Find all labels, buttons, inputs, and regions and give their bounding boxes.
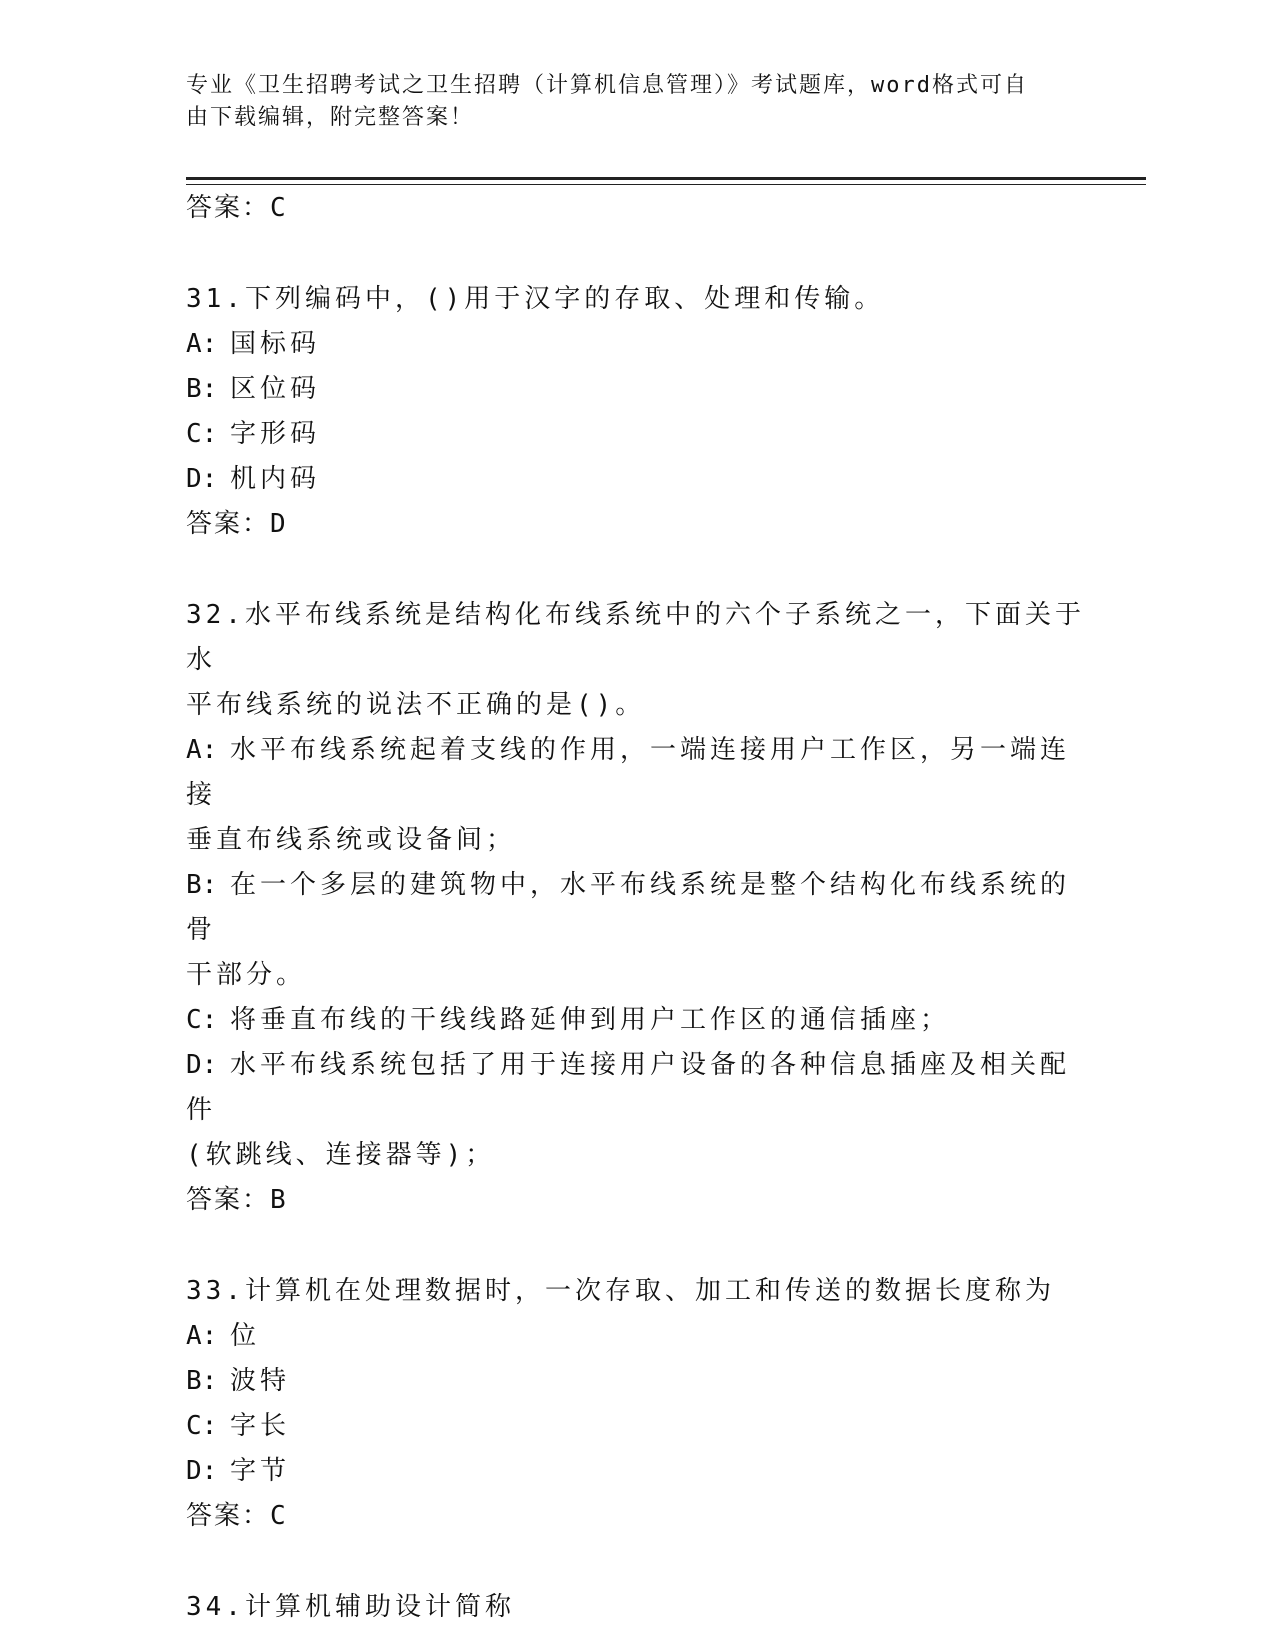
question-text: 32.水平布线系统是结构化布线系统中的六个子系统之一，下面关于水	[186, 600, 1085, 675]
option-label: B:	[186, 1366, 218, 1396]
option-text: 字节	[230, 1456, 291, 1486]
option-label: D:	[186, 1456, 218, 1486]
header-line-1: 专业《卫生招聘考试之卫生招聘（计算机信息管理）》考试题库，word格式可自	[186, 73, 1028, 98]
option-c	[186, 1404, 1086, 1449]
option-text: 国标码	[230, 329, 321, 359]
question-text: 34.计算机辅助设计简称	[186, 1592, 515, 1622]
question-list	[186, 186, 1086, 1630]
option-text: 水平布线系统起着支线的作用，一端连接用户工作区，另一端连接	[186, 735, 1071, 810]
option-label: A:	[186, 735, 218, 765]
option-label: A:	[186, 329, 218, 359]
option-text: 字形码	[230, 419, 321, 449]
header-divider-thin	[186, 184, 1146, 185]
option-text: 机内码	[230, 464, 321, 494]
question-text: 31.下列编码中，()用于汉字的存取、处理和传输。	[186, 284, 885, 314]
spacer	[186, 231, 1086, 277]
option-b	[186, 1359, 1086, 1404]
option-text: 位	[230, 1321, 261, 1351]
option-d-cont: (软跳线、连接器等)；	[186, 1140, 496, 1170]
option-c	[186, 998, 1086, 1043]
spacer	[186, 1223, 1086, 1269]
option-b	[186, 863, 1086, 953]
answer: 答案：B	[186, 1185, 288, 1215]
option-a-cont: 垂直布线系统或设备间；	[186, 825, 517, 855]
header-line-2: 由下载编辑，附完整答案！	[186, 105, 475, 130]
option-label: C:	[186, 1005, 218, 1035]
question-text-cont: 平布线系统的说法不正确的是()。	[186, 690, 646, 720]
previous-answer: 答案：C	[186, 193, 288, 223]
question-32	[186, 593, 1086, 1223]
option-label: D:	[186, 464, 218, 494]
option-d	[186, 1449, 1086, 1494]
option-a	[186, 1314, 1086, 1359]
question-33	[186, 1269, 1086, 1539]
option-text: 在一个多层的建筑物中，水平布线系统是整个结构化布线系统的骨	[186, 870, 1071, 945]
option-label: A:	[186, 1321, 218, 1351]
option-c	[186, 412, 1086, 457]
answer: 答案：C	[186, 1501, 288, 1531]
spacer	[186, 1539, 1086, 1585]
option-text: 将垂直布线的干线线路延伸到用户工作区的通信插座；	[230, 1005, 951, 1035]
question-34	[186, 1585, 1086, 1630]
option-a	[186, 728, 1086, 818]
option-text: 区位码	[230, 374, 321, 404]
option-a	[186, 322, 1086, 367]
option-label: C:	[186, 1411, 218, 1441]
question-text: 33.计算机在处理数据时，一次存取、加工和传送的数据长度称为	[186, 1276, 1055, 1306]
answer: 答案：D	[186, 509, 288, 539]
spacer	[186, 547, 1086, 593]
option-text: 字长	[230, 1411, 291, 1441]
option-label: B:	[186, 870, 218, 900]
option-label: B:	[186, 374, 218, 404]
option-b-cont: 干部分。	[186, 960, 307, 990]
option-text: 波特	[230, 1366, 291, 1396]
option-label: D:	[186, 1050, 218, 1080]
header-divider-thick	[186, 177, 1146, 180]
option-label: C:	[186, 419, 218, 449]
option-b	[186, 367, 1086, 412]
option-text: 水平布线系统包括了用于连接用户设备的各种信息插座及相关配件	[186, 1050, 1071, 1125]
option-d	[186, 457, 1086, 502]
option-d	[186, 1043, 1086, 1133]
document-header	[186, 70, 1066, 134]
question-31	[186, 277, 1086, 547]
